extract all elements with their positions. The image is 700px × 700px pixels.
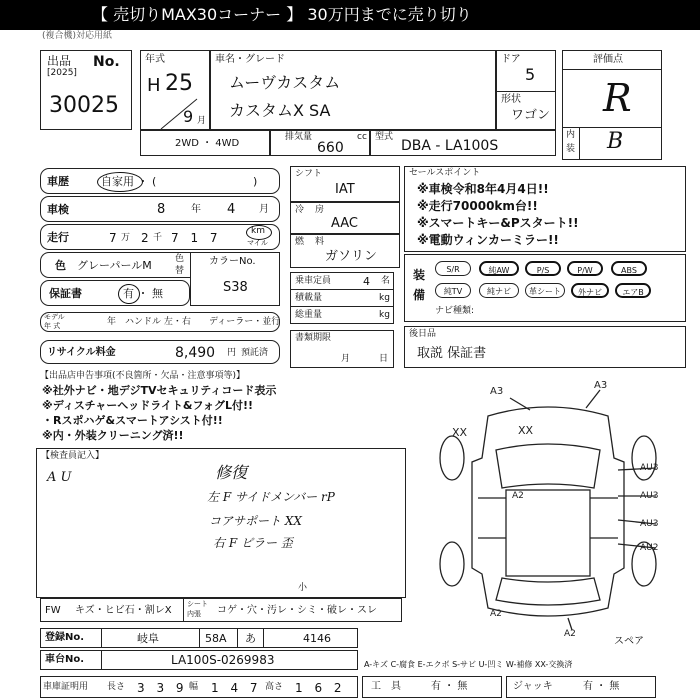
mileage-rest: 7 1 7 — [171, 231, 222, 245]
fw-row — [40, 598, 402, 622]
inspection-year: 8 — [157, 202, 166, 217]
equip-airbag: エアB — [615, 283, 651, 298]
capacity-value: 4 — [363, 275, 370, 288]
lot-number: 30025 — [49, 93, 119, 118]
fuel-label-1: 燃 — [295, 237, 305, 247]
reg-div-4 — [263, 629, 264, 647]
warranty-label: 保証書 — [49, 287, 82, 300]
mark-arrow — [586, 390, 600, 408]
score-value: R — [603, 76, 632, 120]
year-value: 25 — [165, 71, 193, 96]
warranty-options: 有 ・ 無 — [123, 287, 163, 300]
mileage-label: 走行 — [47, 231, 69, 244]
mark-a2: A2 — [512, 491, 524, 501]
chassis-model-label: 型式 — [375, 132, 394, 142]
registration-place: 岐阜 — [137, 632, 159, 645]
lot-no-label: No. — [93, 54, 120, 70]
equip-tv: 純TV — [435, 283, 471, 298]
inspection-label: 車検 — [47, 203, 69, 216]
inspector-box — [36, 448, 406, 598]
fuel-value: ガソリン — [325, 249, 378, 264]
chassis-no-value: LA100S-0269983 — [171, 653, 275, 667]
recycle-value: 8,490 — [175, 345, 216, 361]
fw-seat-2: 内張 — [187, 610, 201, 618]
banner — [0, 0, 700, 30]
notes-label: 【出品店申告事項(不良箇所・欠品・注意事項等)】 — [40, 371, 246, 381]
year-month: 9 — [183, 107, 194, 126]
equipment-label-2: 備 — [413, 288, 426, 302]
mark-au3: AU3 — [640, 491, 659, 501]
sales-points-label: セールスポイント — [409, 168, 481, 178]
equip-aw-label: AW — [496, 266, 510, 275]
mark-au3: AU3 — [640, 463, 659, 473]
mark-a2: A2 — [490, 609, 502, 619]
equip-ext-nav: 外ナビ — [571, 283, 609, 298]
note-item: ※社外ナビ・地デジTVセキュリティコード表示 — [42, 384, 277, 397]
color-code: S38 — [223, 280, 248, 295]
gross-weight-unit: kg — [379, 310, 390, 320]
jack-field — [506, 676, 656, 698]
mark-au3: AU3 — [640, 519, 659, 529]
registration-row — [40, 628, 358, 648]
mileage-unit: km — [251, 226, 265, 236]
shift-box — [290, 166, 400, 202]
wheel-fl — [440, 436, 464, 480]
year-label: 年式 — [145, 54, 165, 65]
aircon-label-2: 房 — [315, 205, 325, 215]
note-item: ※ディスチャーヘッドライト&フォグL付!! — [42, 399, 254, 412]
year-era: H — [147, 75, 161, 96]
mileage-thousand: 2 — [141, 231, 149, 245]
nav-type-label: ナビ種類: — [435, 306, 475, 316]
sales-point-item: ※走行70000km台!! — [417, 199, 538, 213]
inspection-month: 4 — [227, 202, 236, 217]
cert-wid-label: 幅 — [189, 682, 199, 692]
sales-point-item: ※車検令和8年4月4日!! — [417, 182, 549, 196]
diagram-top: 小 — [298, 583, 308, 593]
equip-ps: P/S — [525, 261, 561, 276]
sales-points-box — [404, 166, 686, 252]
post-docs-label: 後日品 — [409, 329, 437, 339]
tools-field — [362, 676, 502, 698]
aircon-value: AAC — [331, 216, 358, 231]
reg-div-2 — [199, 629, 200, 647]
model-label: 車名・グレード — [215, 54, 285, 65]
recycle-unit: 円 — [227, 348, 237, 358]
history-field — [40, 168, 280, 194]
diagram-spare: スペア — [614, 636, 644, 647]
note-item: ※内・外装クリーニング済!! — [42, 429, 184, 442]
jack-options: 有 ・ 無 — [583, 681, 620, 692]
body-type-value: ワゴン — [511, 108, 551, 123]
equip-leather: 革シート — [525, 283, 565, 298]
history-close: ) — [253, 175, 258, 188]
mileage-field — [40, 224, 280, 250]
inspector-line: 右 F ピラー 歪 — [213, 536, 293, 550]
equip-abs: ABS — [611, 261, 647, 276]
note-item: ・Rスポハゲ&スマートアシスト付!! — [42, 414, 223, 427]
capacity-unit: 名 — [381, 276, 391, 286]
gross-weight-label: 総重量 — [295, 310, 323, 320]
capacity-label: 乗車定員 — [295, 276, 332, 286]
model-year-field — [40, 312, 280, 332]
fw-divider — [183, 599, 184, 621]
registration-label: 登録No. — [45, 632, 85, 643]
recycle-field — [40, 340, 280, 364]
form-stamp: (複合機)対応用紙 — [42, 31, 113, 41]
mark-a3: A3 — [594, 380, 608, 391]
fuel-box — [290, 234, 400, 268]
mileage-thousand-unit: 千 — [153, 233, 163, 243]
warranty-field — [40, 280, 190, 306]
tools-label: 工具 — [371, 681, 411, 692]
inspection-year-unit: 年 — [191, 204, 201, 215]
fw-seat-text: コゲ・穴・汚レ・シミ・破レ・スレ — [217, 605, 377, 616]
cert-len-label: 長さ — [107, 682, 126, 692]
model-year-unit: 年 — [107, 317, 117, 327]
displacement-unit: cc — [357, 132, 367, 142]
shift-label: シフト — [295, 169, 323, 179]
doors-box — [496, 50, 556, 130]
score-label: 評価点 — [593, 54, 623, 65]
capacity-box — [290, 272, 394, 324]
mark-au2: AU2 — [640, 543, 659, 553]
car-diagram — [418, 378, 678, 638]
wheel-rl — [440, 542, 464, 586]
reg-div-1 — [101, 629, 102, 647]
color-code-label: カラーNo. — [209, 256, 256, 267]
mileage-man: 7 — [109, 231, 117, 245]
post-docs-value: 取説 保証書 — [417, 346, 487, 361]
doc-deadline-box — [290, 330, 394, 368]
interior-label-1: 内 — [566, 130, 576, 140]
doc-deadline-unit-day: 日 — [379, 354, 389, 364]
inspector-line: 修復 — [215, 463, 248, 482]
tools-options: 有 ・ 無 — [431, 681, 468, 692]
recycle-label: リサイクル料金 — [47, 347, 116, 358]
doors-value: 5 — [525, 65, 536, 84]
cert-length: 3 3 9 — [137, 681, 188, 695]
color-value: グレーパールM — [77, 259, 152, 272]
aircon-label-1: 冷 — [295, 205, 305, 215]
load-label: 積載量 — [295, 293, 323, 303]
chassis-no-label: 車台No. — [45, 654, 85, 665]
mileage-man-unit: 万 — [121, 233, 131, 243]
equip-aw-prefix: 純 — [488, 266, 497, 275]
color-field — [40, 252, 190, 278]
drive-text: 2WD ・ 4WD — [175, 138, 240, 149]
mark-xx: XX — [452, 426, 468, 439]
cert-label: 車庫証明用 — [43, 682, 89, 692]
mark-a3: A3 — [490, 386, 504, 397]
chassis-div — [101, 651, 102, 669]
doors-divider — [497, 91, 555, 92]
drive-box — [140, 130, 270, 156]
inspection-month-unit: 月 — [259, 204, 269, 215]
equip-nav: 純ナビ — [479, 283, 519, 298]
doc-deadline-unit: 月 — [341, 354, 351, 364]
mark-arrow — [510, 398, 530, 410]
model-year-label-2: 年 式 — [44, 322, 61, 330]
interior-value: B — [607, 129, 624, 154]
chassis-model-value: DBA - LA100S — [401, 138, 499, 154]
fw-seat-1: シート — [187, 600, 208, 608]
lot-box — [40, 50, 132, 130]
inspector-line: コアサポート XX — [209, 514, 302, 528]
car-windshield — [496, 444, 600, 488]
history-options: 自家用 ・ ( — [101, 175, 157, 188]
interior-divider — [579, 127, 580, 159]
car-roof — [506, 490, 590, 576]
cert-row — [40, 676, 358, 698]
recycle-deposit: 預託済 — [241, 348, 269, 358]
equip-aw — [479, 261, 519, 276]
displacement-value: 660 — [317, 140, 344, 156]
model-box — [210, 50, 496, 130]
model-name: ムーヴカスタム — [229, 73, 341, 92]
model-year-dealer: ディーラー・並行 — [209, 317, 281, 327]
banner-text: 【 売切りMAX30コーナー 】 30万円までに売り切り — [92, 5, 472, 24]
mileage-unit-alt: マイル — [247, 239, 268, 247]
lot-venue-label: 出品 — [47, 54, 72, 68]
registration-kana: あ — [245, 632, 256, 645]
model-year-label-1: モデル — [44, 313, 65, 321]
shift-value: IAT — [335, 182, 355, 197]
fw-text: キズ・ヒビ石・割レX — [75, 605, 172, 616]
sales-point-item: ※電動ウィンカーミラー!! — [417, 233, 559, 247]
mileage-unit-circle — [246, 225, 272, 240]
color-change-2: 替 — [175, 266, 185, 276]
year-month-unit: 月 — [197, 116, 207, 126]
equip-pw: P/W — [567, 261, 603, 276]
score-divider-bottom — [563, 127, 661, 128]
equip-sr: S/R — [435, 261, 471, 276]
body-type-label: 形状 — [501, 94, 521, 105]
score-box — [562, 50, 662, 160]
inspector-label: 【検査員記入】 — [41, 451, 105, 461]
score-divider-top — [563, 69, 661, 70]
sales-point-item: ※スマートキー&Pスタート!! — [417, 216, 579, 230]
inspector-line: 左 F サイドメンバー rP — [207, 490, 335, 504]
damage-legend: A-キズ C-腐食 E-エクボ S-サビ U-凹ミ W-補修 XX-交換済 — [364, 660, 573, 669]
mark-a2: A2 — [564, 629, 576, 638]
displacement-box — [270, 130, 370, 156]
capacity-divider-1 — [291, 289, 393, 290]
capacity-divider-2 — [291, 306, 393, 307]
inspection-field — [40, 196, 280, 222]
car-outline — [472, 407, 624, 616]
load-unit: kg — [379, 293, 390, 303]
history-circle — [97, 172, 143, 192]
fuel-label-2: 料 — [315, 237, 325, 247]
doc-deadline-label: 書類期限 — [295, 333, 332, 343]
chassis-no-row — [40, 650, 358, 670]
equipment-box — [404, 254, 686, 322]
jack-label: ジャッキ — [513, 681, 553, 692]
mark-xx: XX — [518, 424, 534, 437]
aircon-box — [290, 202, 400, 234]
displacement-label: 排気量 — [285, 132, 313, 142]
cert-height: 1 6 2 — [295, 681, 346, 695]
color-label: 色 — [55, 259, 66, 272]
model-year-handle: ハンドル 左・右 — [125, 317, 191, 327]
post-docs-box — [404, 326, 686, 368]
chassis-model-box — [370, 130, 556, 156]
cert-width: 1 4 7 — [211, 681, 262, 695]
doors-label: ドア — [501, 54, 521, 65]
warranty-circle — [118, 284, 140, 304]
model-grade: カスタムX SA — [229, 101, 331, 120]
wheel-fr — [632, 436, 659, 480]
registration-class: 58A — [205, 632, 227, 645]
interior-label-2: 装 — [566, 144, 576, 154]
color-change-1: 色 — [175, 254, 185, 264]
registration-number: 4146 — [303, 632, 331, 645]
year-box — [140, 50, 210, 130]
fw-label: FW — [45, 605, 61, 616]
inspector-line: A U — [47, 470, 72, 485]
equipment-label-1: 装 — [413, 268, 426, 282]
history-label: 車歴 — [47, 175, 69, 188]
car-rear-window — [496, 578, 600, 605]
lot-year-tag: [2025] — [47, 68, 77, 78]
reg-div-3 — [237, 629, 238, 647]
cert-hei-label: 高さ — [265, 682, 284, 692]
color-code-box — [190, 252, 280, 306]
